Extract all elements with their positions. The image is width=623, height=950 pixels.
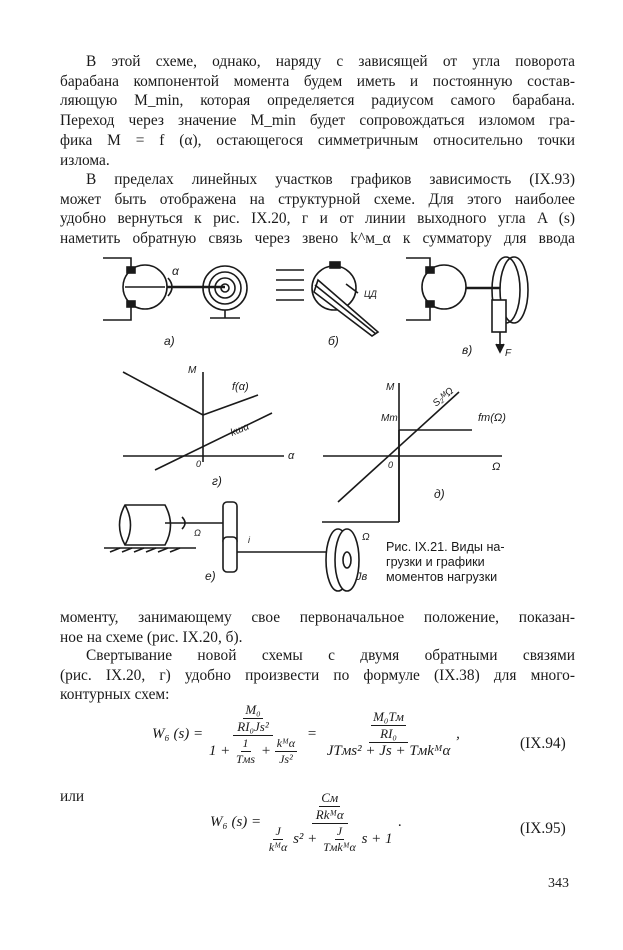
paragraph-3 — [60, 608, 575, 647]
axis-m-d-label: M — [386, 382, 395, 393]
s-omega-label: S₂ᴹΩ — [430, 385, 457, 410]
subfig-e-label: е) — [205, 569, 216, 583]
equals-sign: = — [306, 726, 317, 742]
text-line: (рис. IX.20, г) удобно произвести по формуле (IX.38) для много- — [60, 666, 575, 684]
formula-main-fraction — [207, 702, 299, 767]
text-line: может быть отображена на структурной схеме. Для этого наиболее — [60, 190, 575, 208]
frac-num: J — [336, 824, 343, 838]
formula-ix-94 — [152, 702, 460, 767]
ft-omega-label: fт(Ω) — [478, 412, 506, 424]
k-alpha-label: kшα — [229, 421, 251, 439]
numerator — [312, 790, 348, 824]
formula-second-fraction — [325, 709, 453, 760]
caption-line: грузки и графики — [386, 555, 485, 569]
text-line: моменту, занимающему свое первоначальное положение, показан- — [60, 609, 575, 626]
graph-d — [322, 383, 502, 522]
frac-num: kᴹα — [276, 736, 296, 750]
connector-word: или — [60, 788, 85, 805]
text-line: В пределах линейных участков графиков зависимость (IX.93) — [86, 171, 575, 188]
frac-den: Tмkᴹα — [323, 840, 356, 854]
den-part: 1 + — [208, 742, 231, 759]
den-part: s² + — [293, 830, 318, 847]
text-line: барабана компонентой момента будем иметь и постоянную состав- — [60, 72, 575, 90]
origin-g-label: 0 — [196, 459, 202, 469]
formula-lhs: W₆ (s) = — [210, 814, 262, 830]
graph-g — [123, 372, 284, 470]
formula-comma: , — [456, 726, 460, 742]
den-part: s + 1 — [361, 830, 393, 847]
axis-m-g-label: M — [188, 365, 197, 376]
den-plus: + — [260, 742, 271, 759]
subfig-v-label: в) — [462, 343, 473, 357]
cd-label: ЦД — [364, 289, 377, 299]
f-alpha-label: f(α) — [232, 381, 249, 393]
frac-den: Tмs — [236, 752, 256, 766]
diagram-e-gear-train — [104, 502, 359, 591]
frac-den: kᴹα — [268, 840, 288, 854]
subfig-b-label: б) — [328, 334, 339, 348]
text-line: фика M = f (α), остающегося симметричным относительно точки — [60, 131, 575, 149]
axis-omega-label: Ω — [492, 461, 501, 473]
paragraph-4 — [60, 646, 575, 705]
text-line: контурных схем: — [60, 686, 170, 704]
mt-label: Mт — [381, 413, 398, 424]
denominator — [265, 824, 395, 855]
denominator: JTмs² + Js + Tмkᴹα — [326, 743, 451, 759]
diagram-v-motor-load — [406, 257, 528, 352]
num-top: M₀Tм — [373, 709, 404, 724]
num-bottom: Rkᴹα — [315, 807, 344, 822]
subfig-a-label: а) — [164, 334, 175, 348]
num-top: M₀ — [245, 702, 261, 717]
text-line: Переход через значение M_min будет сопровождаться изломом гра- — [60, 112, 575, 130]
alpha-label: α — [172, 264, 179, 278]
numerator — [233, 702, 273, 736]
text-line: В этой схеме, однако, наряду с зависящей от угла поворота — [86, 53, 575, 70]
text-line: ное на схеме (рис. IX.20, б). — [60, 628, 243, 646]
text-line: ляющую M_min, которая определяется радиусом самого барабана. — [60, 92, 575, 110]
figure-caption — [386, 540, 536, 585]
formula-lhs: W₆ (s) = — [152, 726, 204, 742]
force-label: F — [505, 348, 512, 359]
origin-d-label: 0 — [388, 460, 394, 470]
num-bottom: RI₀ — [380, 726, 397, 741]
omega-e2-label: Ω — [362, 532, 370, 543]
frac-num: J — [275, 824, 281, 838]
page-number: 343 — [548, 876, 569, 891]
num-top: Cм — [321, 790, 339, 805]
frac-num: 1 — [242, 736, 249, 750]
numerator — [369, 709, 408, 743]
formula-main-fraction — [265, 790, 395, 855]
num-bottom: RI₀Js² — [237, 719, 269, 734]
i-label: i — [248, 535, 250, 545]
denominator — [207, 736, 299, 767]
diagram-b-flow-sensor — [276, 262, 378, 336]
text-line: излома. — [60, 151, 110, 169]
axis-alpha-label: α — [288, 450, 295, 462]
omega-e-label: Ω — [194, 528, 201, 538]
caption-line: моментов нагрузки — [386, 570, 498, 584]
equation-number-95: (IX.95) — [520, 820, 566, 837]
j-e-label: Jв — [356, 571, 368, 583]
caption-line: Рис. IX.21. Виды на- — [386, 540, 505, 554]
text-line: удобно вернуться к рис. IX.20, г и от линии выходного угла A (s) — [60, 210, 575, 228]
formula-dot: . — [398, 814, 403, 830]
frac-den: Js² — [279, 752, 293, 766]
subfig-d-label: д) — [434, 487, 445, 501]
formula-ix-95 — [210, 790, 402, 855]
text-line: наметить обратную связь через звено k^м_α к сумматору для ввода — [60, 230, 575, 248]
subfig-g-label: г) — [212, 474, 222, 488]
text-line: Свертывание новой схемы с двумя обратными связями — [86, 647, 575, 664]
equation-number-94: (IX.94) — [520, 735, 566, 752]
